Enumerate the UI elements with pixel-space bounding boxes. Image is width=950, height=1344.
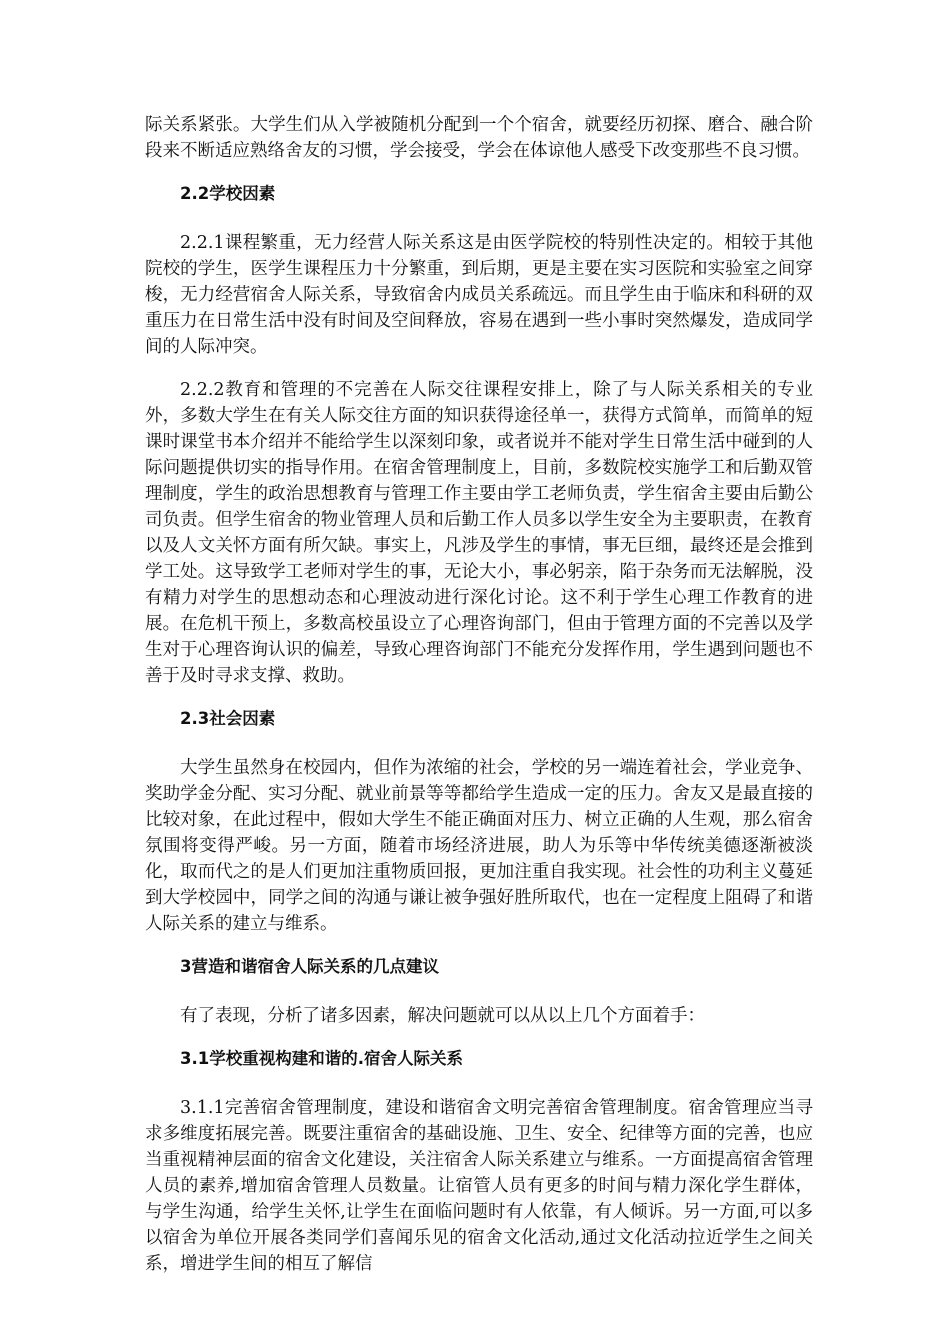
paragraph: 2.2.2教育和管理的不完善在人际交往课程安排上，除了与人际关系相关的专业外，多数大学生在有关人际交往方面的知识获得途径单一，获得方式简单，而简单的短课时课堂书本介绍并不能给学生以深刻印象，或者说并不能对学生日常生活中碰到的人际问题提供切实的指导作用。在宿舍管理制度上，目前，多数院校实施学工和后勤双管理制度，学生的政治思想教育与管理工作主要由学工老师负责，学生宿舍主要由后勤公司负责。但学生宿舍的物业管理人员和后勤工作人员多以学生安全为主要职责，在教育以及人文关怀方面有所欠缺。事实上，凡涉及学生的事情，事无巨细，最终还是会推到学工处。这导致学工老师对学生的事，无论大小，事必躬亲，陷于杂务而无法解脱，没有精力对学生的思想动态和心理波动进行深化讨论。这不利于学生心理工作教育的进展。在危机干预上，多数高校虽设立了心理咨询部门，但由于管理方面的不完善以及学生对于心理咨询认识的偏差，导致心理咨询部门不能充分发挥作用，学生遇到问题也不善于及时寻求支撑、救助。	[145, 380, 813, 686]
section-heading: 3营造和谐宿舍人际关系的几点建议	[180, 957, 439, 976]
paragraph: 大学生虽然身在校园内，但作为浓缩的社会，学校的另一端连着社会，学业竞争、奖助学金分配、实习分配、就业前景等等都给学生造成一定的压力。舍友又是最直接的比较对象，在此过程中，假如大学生不能正确面对压力、树立正确的人生观，那么宿舍氛围将变得严峻。另一方面，随着市场经济进展，助人为乐等中华传统美德逐渐被淡化，取而代之的是人们更加注重物质回报，更加注重自我实现。社会性的功利主义蔓延到大学校园中，同学之间的沟通与谦让被争强好胜所取代，也在一定程度上阻碍了和谐人际关系的建立与维系。	[145, 758, 813, 934]
section-heading: 2.2学校因素	[180, 184, 276, 203]
paragraph: 际关系紧张。大学生们从入学被随机分配到一个个宿舍，就要经历初探、磨合、融合阶段来不断适应熟络舍友的习惯，学会接受，学会在体谅他人感受下改变那些不良习惯。	[145, 115, 813, 161]
paragraph: 2.2.1课程繁重，无力经营人际关系这是由医学院校的特别性决定的。相较于其他院校的学生，医学生课程压力十分繁重，到后期，更是主要在实习医院和实验室之间穿梭，无力经营宿舍人际关系，导致宿舍内成员关系疏远。而且学生由于临床和科研的双重压力在日常生活中没有时间及空间释放，容易在遇到一些小事时突然爆发，造成同学间的人际冲突。	[145, 233, 813, 357]
paragraph: 3.1.1完善宿舍管理制度，建设和谐宿舍文明完善宿舍管理制度。宿舍管理应当寻求多维度拓展完善。既要注重宿舍的基础设施、卫生、安全、纪律等方面的完善，也应当重视精神层面的宿舍文化建设，关注宿舍人际关系建立与维系。一方面提高宿舍管理人员的素养,增加宿舍管理人员数量。让宿管人员有更多的时间与精力深化学生群体，与学生沟通，给学生关怀,让学生在面临问题时有人依靠，有人倾诉。另一方面,可以多以宿舍为单位开展各类同学们喜闻乐见的宿舍文化活动,通过文化活动拉近学生之间关系，增进学生间的相互了解信	[145, 1098, 813, 1274]
section-heading: 3.1学校重视构建和谐的.宿舍人际关系	[180, 1049, 463, 1068]
section-heading: 2.3社会因素	[180, 709, 276, 728]
paragraph: 有了表现，分析了诸多因素，解决问题就可以从以上几个方面着手：	[180, 1006, 705, 1026]
document-page	[145, 112, 813, 1294]
